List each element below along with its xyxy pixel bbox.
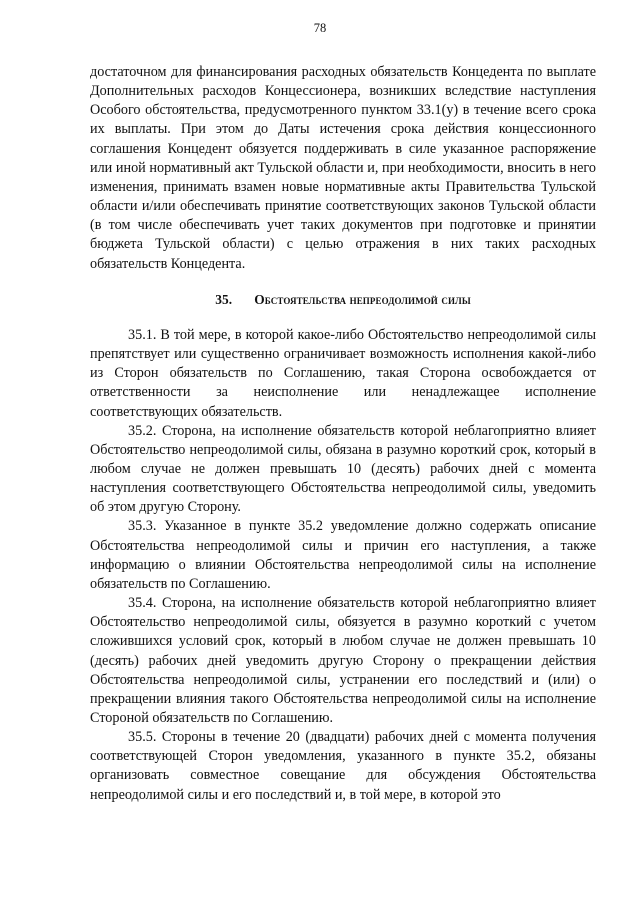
clause-35-4: 35.4. Сторона, на исполнение обязательств которой неблагоприятно влияет Обстоятельство непреодолимой силы, обязуется в разумно короткий с учетом сложившихся условий срок, который в любом случае не должен превышать 10 (десять) рабочих дней уведомить другую Сторону о прекращении действия Обстоятельства непреодолимой силы, устранении его последствий и (или) о прекращении влияния такого Обстоятельства непреодолимой силы на исполнение Стороной обязательств по Соглашению. (90, 595, 596, 726)
clause-35-3: 35.3. Указанное в пункте 35.2 уведомление должно содержать описание Обстоятельства непреодолимой силы и причин его наступления, а также информацию о влиянии Обстоятельства непреодолимой силы на исполнение обязательств по Соглашению. (90, 518, 596, 592)
section-heading (90, 290, 596, 309)
section-title: Обстоятельства непреодолимой силы (254, 291, 471, 307)
clause-35-1: 35.1. В той мере, в которой какое-либо Обстоятельство непреодолимой силы препятствует или существенно ограничивает возможность исполнения какой-либо из Сторон обязательств по Соглашению, такая Сторона освобождается от ответственности за неисполнение или ненадлежащее исполнение соответствующих обязательств. (90, 326, 596, 420)
page-number: 78 (313, 21, 327, 35)
document-body (90, 63, 596, 805)
clause-35-5: 35.5. Стороны в течение 20 (двадцати) рабочих дней с момента получения соответствующей Сторон уведомления, указанного в пункте 35.2, обязаны организовать совместное совещание для обсуждения Обстоятельства непреодолимой силы и его последствий и, в той мере, в которой это (90, 729, 596, 803)
section-number: 35. (215, 291, 233, 307)
intro-paragraph: достаточном для финансирования расходных обязательств Концедента по выплате Дополнительных расходов Концессионера, возникших вследствие наступления Особого обстоятельства, предусмотренного пунктом 33.1(у) в течение всего срока их выплаты. При этом до Даты истечения срока действия концессионного соглашения Концедент обязуется поддерживать в силе указанное распоряжение или иной нормативный акт Тульской области и, при необходимости, вносить в него изменения, принимать взамен новые нормативные акты Правительства Тульской области и/или обеспечивать принятие соответствующих законов Тульской области (в том числе обеспечивать учет таких документов при подготовке и принятии бюджета Тульской области) с целью отражения в них таких расходных обязательств Концедента. (90, 64, 596, 272)
clause-35-2: 35.2. Сторона, на исполнение обязательств которой неблагоприятно влияет Обстоятельство непреодолимой силы, обязана в разумно короткий срок, который в любом случае не должен превышать 10 (десять) рабочих дней с момента наступления соответствующего Обстоятельства непреодолимой силы, уведомить об этом другую Сторону. (90, 422, 596, 516)
